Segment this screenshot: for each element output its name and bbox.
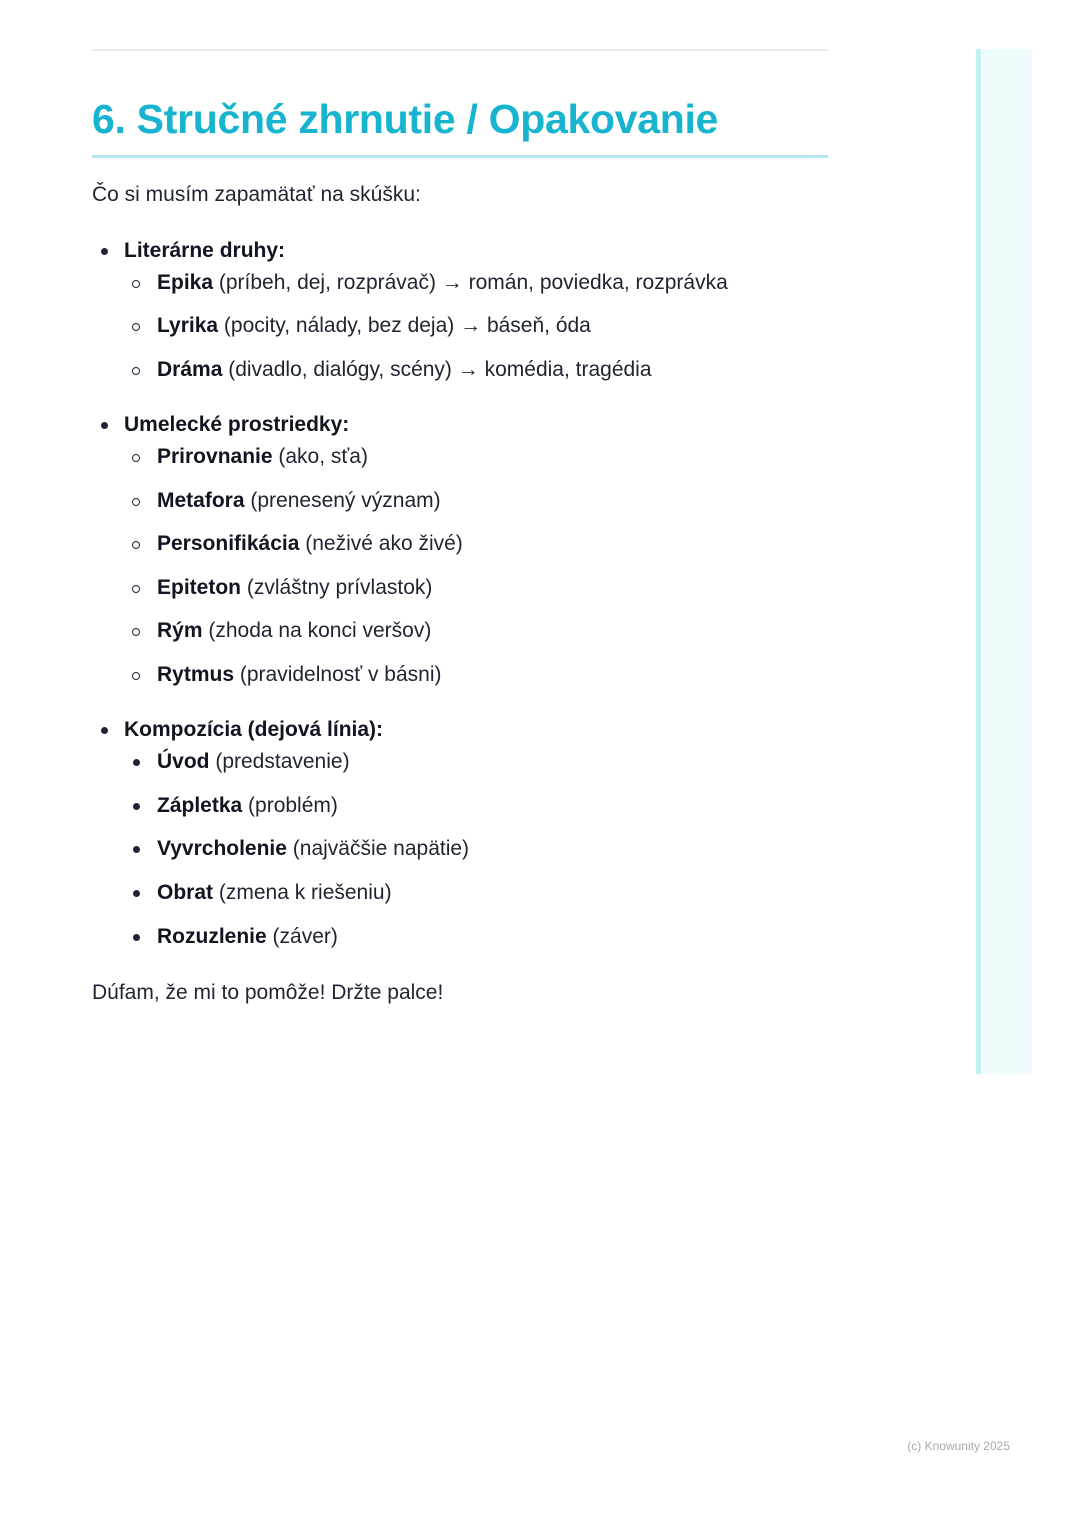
item-desc: (ako, sťa): [272, 445, 368, 468]
list-item: [157, 791, 338, 821]
closing-text: Dúfam, že mi to pomôže! Držte palce!: [92, 981, 444, 1004]
copyright-footer: (c) Knowunity 2025: [907, 1439, 1010, 1453]
list-item: [157, 529, 463, 559]
list-item: [157, 878, 392, 908]
item-term: Rozuzlenie: [157, 925, 267, 948]
list-item: [157, 573, 432, 603]
item-desc: (záver): [266, 925, 338, 948]
circle-bullet-icon: [132, 585, 140, 593]
item-term: Vyvrcholenie: [157, 837, 287, 860]
item-term: Prirovnanie: [157, 445, 273, 468]
section-heading: Literárne druhy:: [124, 239, 286, 262]
list-item: [157, 747, 350, 777]
circle-bullet-icon: [132, 280, 140, 288]
circle-bullet-icon: [132, 323, 140, 331]
item-term: Úvod: [157, 750, 210, 773]
bullet-icon: [133, 890, 140, 897]
circle-bullet-icon: [132, 541, 140, 549]
list-item: [157, 616, 431, 646]
item-desc: (najväčšie napätie): [286, 837, 470, 860]
bullet-icon: [101, 248, 108, 255]
item-desc: (pravidelnosť v básni): [234, 663, 442, 686]
list-item: [157, 268, 728, 298]
item-desc: (problém): [242, 794, 338, 817]
top-divider: [92, 49, 828, 51]
item-term: Rytmus: [157, 663, 235, 686]
list-item: [157, 922, 338, 952]
bullet-icon: [101, 422, 108, 429]
item-term: Epika: [157, 271, 214, 294]
item-term: Obrat: [157, 881, 214, 904]
item-desc: (prenesený význam): [244, 489, 441, 512]
circle-bullet-icon: [132, 628, 140, 636]
list-item: [157, 355, 652, 385]
bullet-icon: [101, 727, 108, 734]
intro-text: Čo si musím zapamätať na skúšku:: [92, 183, 421, 206]
item-desc: (príbeh, dej, rozprávač) → román, poviedka, rozprávka: [213, 271, 728, 294]
list-item: [157, 660, 442, 690]
item-desc: (divadlo, dialógy, scény) → komédia, tragédia: [222, 358, 652, 381]
bullet-icon: [133, 846, 140, 853]
list-item: [157, 834, 469, 864]
section-heading: Kompozícia (dejová línia):: [124, 718, 384, 741]
side-panel: [976, 49, 1032, 1074]
item-term: Epiteton: [157, 576, 241, 599]
list-item: [157, 486, 441, 516]
bullet-icon: [133, 759, 140, 766]
bullet-icon: [133, 934, 140, 941]
circle-bullet-icon: [132, 672, 140, 680]
page-title: 6. Stručné zhrnutie / Opakovanie: [92, 96, 719, 142]
title-underline: [92, 155, 828, 158]
item-desc: (pocity, nálady, bez deja) → báseň, óda: [218, 314, 591, 337]
item-desc: (zmena k riešeniu): [213, 881, 392, 904]
bullet-icon: [133, 803, 140, 810]
item-term: Zápletka: [157, 794, 243, 817]
item-term: Lyrika: [157, 314, 219, 337]
circle-bullet-icon: [132, 367, 140, 375]
list-item: [157, 311, 591, 341]
item-desc: (predstavenie): [209, 750, 350, 773]
item-term: Metafora: [157, 489, 245, 512]
section-heading: Umelecké prostriedky:: [124, 413, 350, 436]
item-term: Rým: [157, 619, 203, 642]
item-desc: (neživé ako živé): [299, 532, 463, 555]
item-term: Dráma: [157, 358, 223, 381]
circle-bullet-icon: [132, 454, 140, 462]
list-item: [157, 442, 368, 472]
circle-bullet-icon: [132, 498, 140, 506]
item-desc: (zvláštny prívlastok): [241, 576, 433, 599]
item-desc: (zhoda na konci veršov): [202, 619, 432, 642]
item-term: Personifikácia: [157, 532, 300, 555]
